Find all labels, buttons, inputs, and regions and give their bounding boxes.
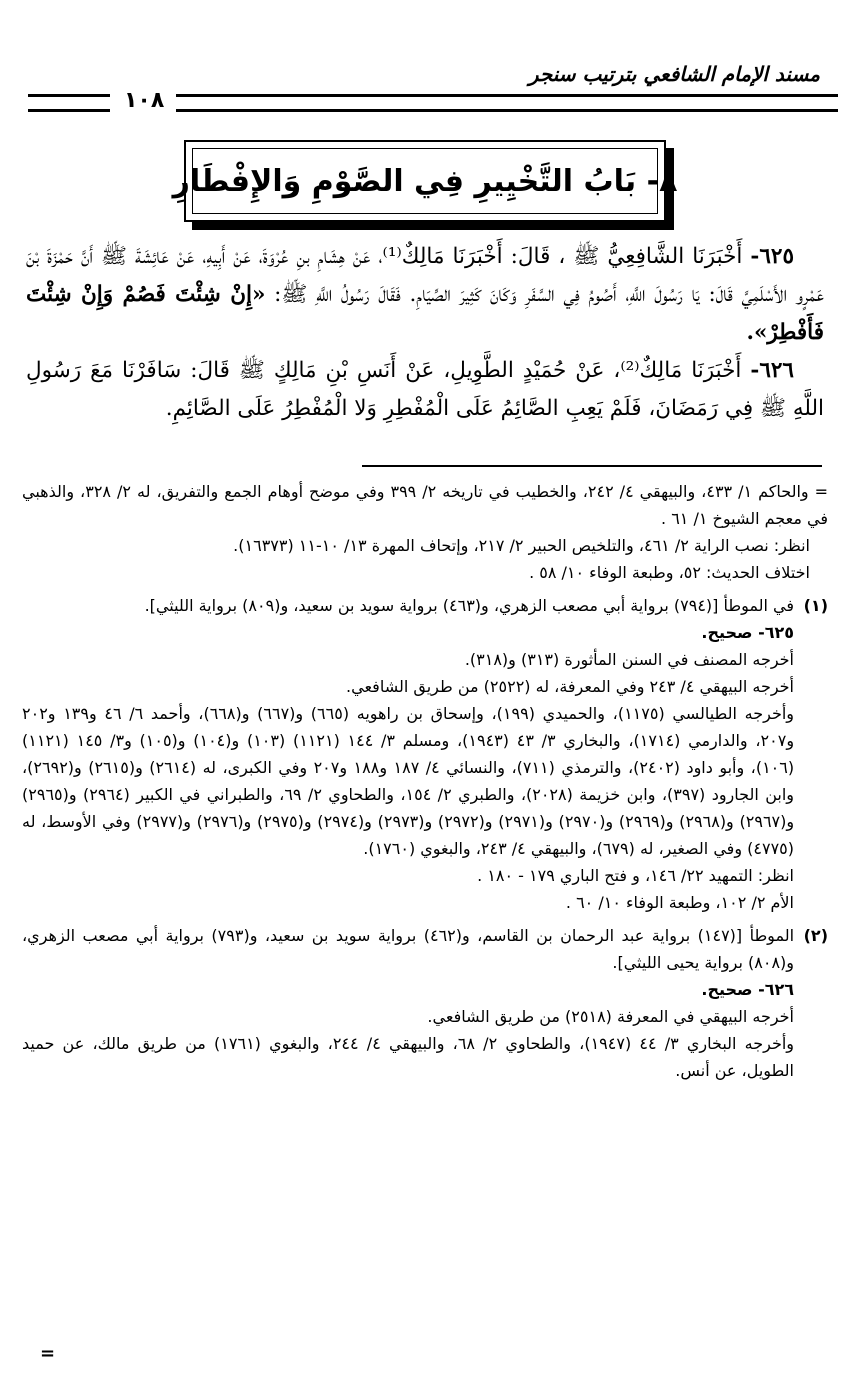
running-title: مسند الإمام الشافعي بترتيب سنجر xyxy=(528,62,820,86)
hadith-626 xyxy=(26,352,824,428)
footnote-paragraph: انظر: التمهيد ٢٢/ ١٤٦، و فتح الباري ١٧٩ - ١٨٠ . xyxy=(477,866,794,885)
footnote-paragraph: أخرجه المصنف في السنن المأثورة (٣١٣) و(٣١٨). xyxy=(464,650,794,669)
footnote-1 xyxy=(22,592,828,916)
hadith-text: أَخْبَرَنَا مَالِكٌ⁽²⁾، عَنْ حُمَيْدٍ الطَّوِيلِ، عَنْ أَنَسِ بْنِ مَالِكٍ ﷺ قَالَ: سَافَرْنَا مَعَ رَسُولِ اللَّهِ ﷺ فِي رَمَضَانَ، فَلَمْ يَعِبِ الصَّائِمُ عَلَى الْمُفْطِرِ وَلا الْمُفْطِرُ عَلَى الصَّائِمِ. xyxy=(26,358,824,421)
footnote-separator xyxy=(362,465,822,467)
footnote-marker: (١) xyxy=(803,596,828,615)
footnote-source: في الموطأ [(٧٩٤) برواية أبي مصعب الزهري، و(٤٦٣) برواية سويد بن سعيد، و(٨٠٩) برواية الليثي]. xyxy=(144,596,794,615)
main-text xyxy=(26,238,824,428)
footnote-paragraph: اختلاف الحديث: ٥٢، وطبعة الوفاء ١٠/ ٥٨ . xyxy=(529,563,810,582)
page-number-rule xyxy=(28,82,838,113)
chapter-title-box xyxy=(172,140,678,222)
hadith-number: ٦٢٥- xyxy=(750,244,794,269)
footnote-paragraph: = والحاكم ١/ ٤٣٣، والبيهقي ٤/ ٢٤٢، والخطيب في تاريخه ٢/ ٣٩٩ وفي موضح أوهام الجمع والتفريق، له ٢/ ٣٢٨، والذهبي في معجم الشيوخ ١/ ٦١ . xyxy=(22,482,829,528)
footnote-paragraph: أخرجه البيهقي ٤/ ٢٤٣ وفي المعرفة، له (٢٥٢٢) من طريق الشافعي. xyxy=(346,677,794,696)
footnote-paragraph: وأخرجه البخاري ٣/ ٤٤ (١٩٤٧)، والطحاوي ٢/ ٦٨، والبيهقي ٤/ ٢٤٤، والبغوي (١٧٦١) من طريق مالك، عن حميد الطويل، عن أنس. xyxy=(22,1034,795,1080)
footnote-paragraph: وأخرجه الطيالسي (١١٧٥)، والحميدي (١٩٩)، وإسحاق بن راهويه (٦٦٥) و(٦٦٧) و(٦٦٨)، وأحمد ٦/ ٤٦ و١٣٩ و٢٠٢ و٢٠٧، والدارمي (١٧١٤)، والبخاري ٣/ ٤٣ (١٩٤٣)، ومسلم ٣/ ١٤٤ (١١٢١) (١٠٣) و(١٠٤) و(١٠٥) و٣/ ١٤٥ (١١٢١) (١٠٦)، وأبو داود (٢٤٠٢)، والترمذي (٧١١)، والنسائي ٤/ ١٨٧ و١٨٨ و٢٠٧ وفي الكبرى، له (٢٦١٤) و(٢٦١٥) و(٢٦٩٢)، وابن الجارود (٣٩٧)، وابن خزيمة (٢٠٢٨)، والطبري ٢/ ١٥٤، والطحاوي ٢/ ٦٩، والطبراني في الكبير (٢٩٦٤) و(٢٩٦٥) و(٢٩٦٧) و(٢٩٦٨) و(٢٩٦٩) و(٢٩٧٠) و(٢٩٧١) و(٢٩٧٢) و(٢٩٧٣) و(٢٩٧٤) و(٢٩٧٥) و(٢٩٧٦) و(٢٩٧٧) وفي الأوسط، له (٤٧٧٥) وفي الصغير، له (٦٧٩)، والبيهقي ٤/ ٢٤٣، والبغوي (١٧٦٠). xyxy=(22,704,795,858)
chapter-title: ٨- بَابُ التَّخْيِيرِ فِي الصَّوْمِ وَالإِفْطَارِ xyxy=(172,163,678,199)
continuation-marker: = xyxy=(40,1343,56,1364)
footnote-paragraph: الأم ٢/ ١٠٢، وطبعة الوفاء ١٠/ ٦٠ . xyxy=(565,893,794,912)
footnotes xyxy=(22,478,828,1090)
hadith-grade: ٦٢٥- صحيح. xyxy=(701,623,794,642)
page-number: ١٠٨ xyxy=(118,88,170,113)
footnote-paragraph: انظر: نصب الراية ٢/ ٤٦١، والتلخيص الحبير ٢/ ٢١٧، وإتحاف المهرة ١٣/ ١٠-١١ (١٦٣٧٣). xyxy=(233,536,810,555)
hadith-grade: ٦٢٦- صحيح. xyxy=(701,980,794,999)
hadith-number: ٦٢٦- xyxy=(750,358,794,383)
footnote-continued xyxy=(22,478,828,586)
footnote-2 xyxy=(22,922,828,1084)
hadith-quote: «إِنْ شِئْتَ فَصُمْ وَإِنْ شِئْتَ فَأَفْطِرْ». xyxy=(26,282,824,345)
right-double-rule xyxy=(176,94,838,112)
footnote-marker: (٢) xyxy=(803,926,828,945)
hadith-625 xyxy=(26,238,824,352)
footnote-source: الموطأ [(١٤٧) برواية عبد الرحمان بن القاسم، و(٤٦٢) برواية سويد بن سعيد، و(٧٩٣) برواية أبي مصعب الزهري، و(٨٠٨) برواية يحيى الليثي]. xyxy=(22,926,795,972)
left-double-rule xyxy=(28,94,110,112)
footnote-paragraph: أخرجه البيهقي في المعرفة (٢٥١٨) من طريق الشافعي. xyxy=(427,1007,794,1026)
hadith-text: أَخْبَرَنَا الشَّافِعِيُّ ﷺ ، قَالَ: أَخْبَرَنَا مَالِكٌ⁽¹⁾، عَنْ هِشَامِ بنِ عُرْوَةَ، عَنْ أَبِيهِ، عَنْ عَائِشَةَ ﷺ أَنَّ حَمْزَةَ بْنَ عَمْرٍو الأَسْلَمِيَّ قَالَ: يَا رَسُولَ اللَّهِ، أَصُومُ فِي السَّفَرِ وَكَانَ كَثِيرَ الصِّيَامِ. فَقَالَ رَسُولُ اللَّهِ ﷺ: xyxy=(26,244,824,307)
